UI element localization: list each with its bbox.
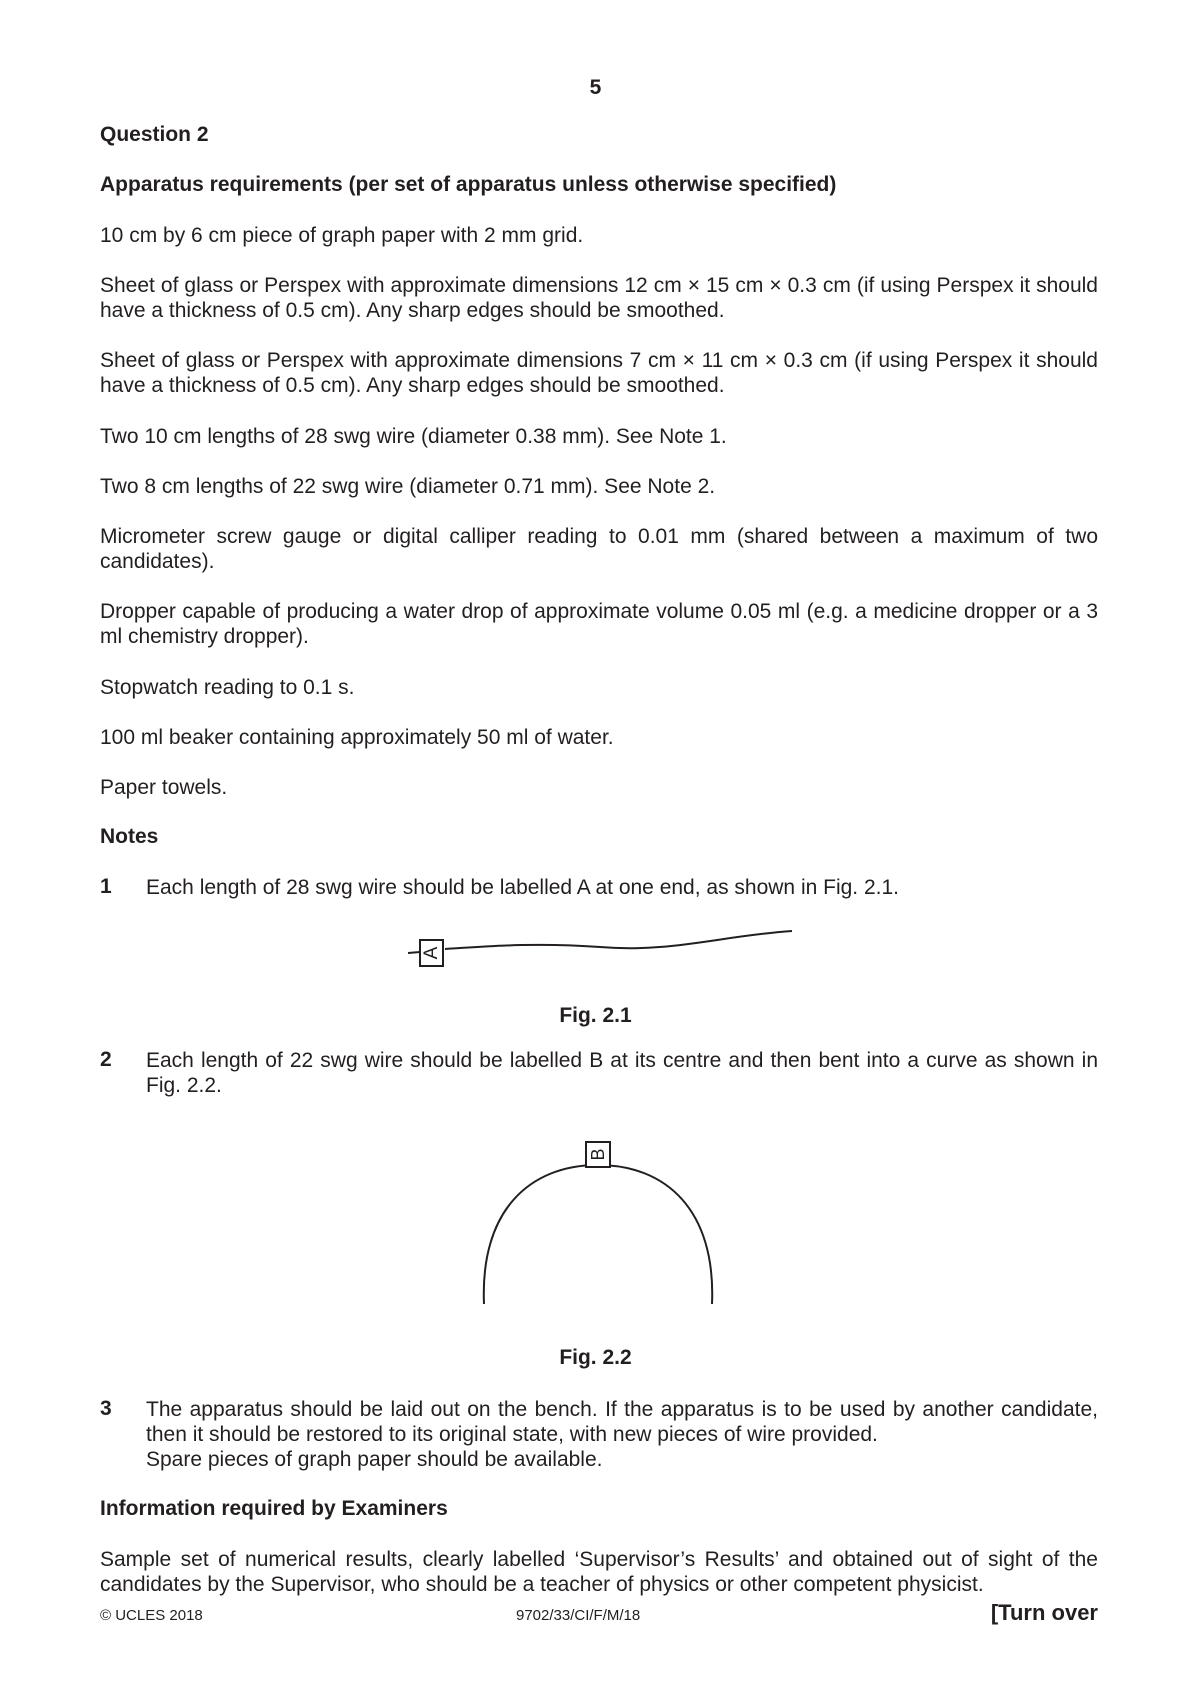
question-title: Question 2: [100, 123, 209, 146]
fig-2-2-caption: Fig. 2.2: [559, 1346, 632, 1369]
copyright: © UCLES 2018: [100, 1607, 203, 1624]
note-number: 2: [100, 1048, 112, 1071]
fig-2-1-caption: Fig. 2.1: [559, 1004, 632, 1027]
wire-b-figure: [470, 1130, 730, 1310]
turn-over: [Turn over: [990, 1600, 1098, 1625]
note-line: The apparatus should be laid out on the bench. If the apparatus is to be used by another candidate, then it should be restored to its original state, with new pieces of wire provided.: [146, 1398, 1098, 1446]
apparatus-item: Two 8 cm lengths of 22 swg wire (diameter 0.71 mm). See Note 2.: [100, 475, 716, 498]
document-code: 9702/33/CI/F/M/18: [516, 1607, 641, 1624]
page-number: 5: [589, 76, 602, 99]
note-text: [146, 1397, 1098, 1472]
examiners-text: Sample set of numerical results, clearly labelled ‘Supervisor’s Results’ and obtained out of sight of the candidates by the Supervisor, who should be a teacher of physics or other competent physicist.: [100, 1548, 1098, 1596]
note-text: [146, 1048, 1098, 1098]
examiners-heading: Information required by Examiners: [100, 1497, 448, 1520]
apparatus-item: Micrometer screw gauge or digital calliper reading to 0.01 mm (shared between a maximum of two candidates).: [100, 525, 1098, 573]
note-line: Spare pieces of graph paper should be available.: [146, 1448, 603, 1471]
note-number: 3: [100, 1397, 112, 1420]
note-text: [146, 875, 1098, 900]
note-number: 1: [100, 875, 112, 898]
notes-heading: Notes: [100, 825, 159, 848]
label-a: A: [421, 946, 442, 960]
wire-a-figure: [400, 920, 800, 980]
apparatus-item: Stopwatch reading to 0.1 s.: [100, 676, 355, 699]
apparatus-item: Dropper capable of producing a water drop of approximate volume 0.05 ml (e.g. a medicine dropper or a 3 ml chemistry dropper).: [100, 600, 1098, 648]
apparatus-item: 10 cm by 6 cm piece of graph paper with 2 mm grid.: [100, 224, 584, 247]
apparatus-item: Paper towels.: [100, 776, 228, 799]
note-line: Each length of 22 swg wire should be labelled B at its centre and then bent into a curve as shown in Fig. 2.2.: [146, 1049, 1098, 1097]
apparatus-item: Two 10 cm lengths of 28 swg wire (diameter 0.38 mm). See Note 1.: [100, 425, 727, 448]
apparatus-heading: Apparatus requirements (per set of apparatus unless otherwise specified): [100, 173, 837, 196]
wire-a: [408, 931, 792, 953]
wire-b: [484, 1165, 712, 1304]
note-line: Each length of 28 swg wire should be labelled A at one end, as shown in Fig. 2.1.: [146, 876, 899, 899]
label-b: B: [588, 1148, 608, 1161]
apparatus-item: 100 ml beaker containing approximately 50 ml of water.: [100, 726, 614, 749]
apparatus-item: Sheet of glass or Perspex with approximate dimensions 7 cm × 11 cm × 0.3 cm (if using Perspex it should have a thickness of 0.5 cm). Any sharp edges should be smoothed.: [100, 349, 1098, 397]
apparatus-item: Sheet of glass or Perspex with approximate dimensions 12 cm × 15 cm × 0.3 cm (if using Perspex it should have a thickness of 0.5 cm). Any sharp edges should be smoothed.: [100, 274, 1098, 322]
